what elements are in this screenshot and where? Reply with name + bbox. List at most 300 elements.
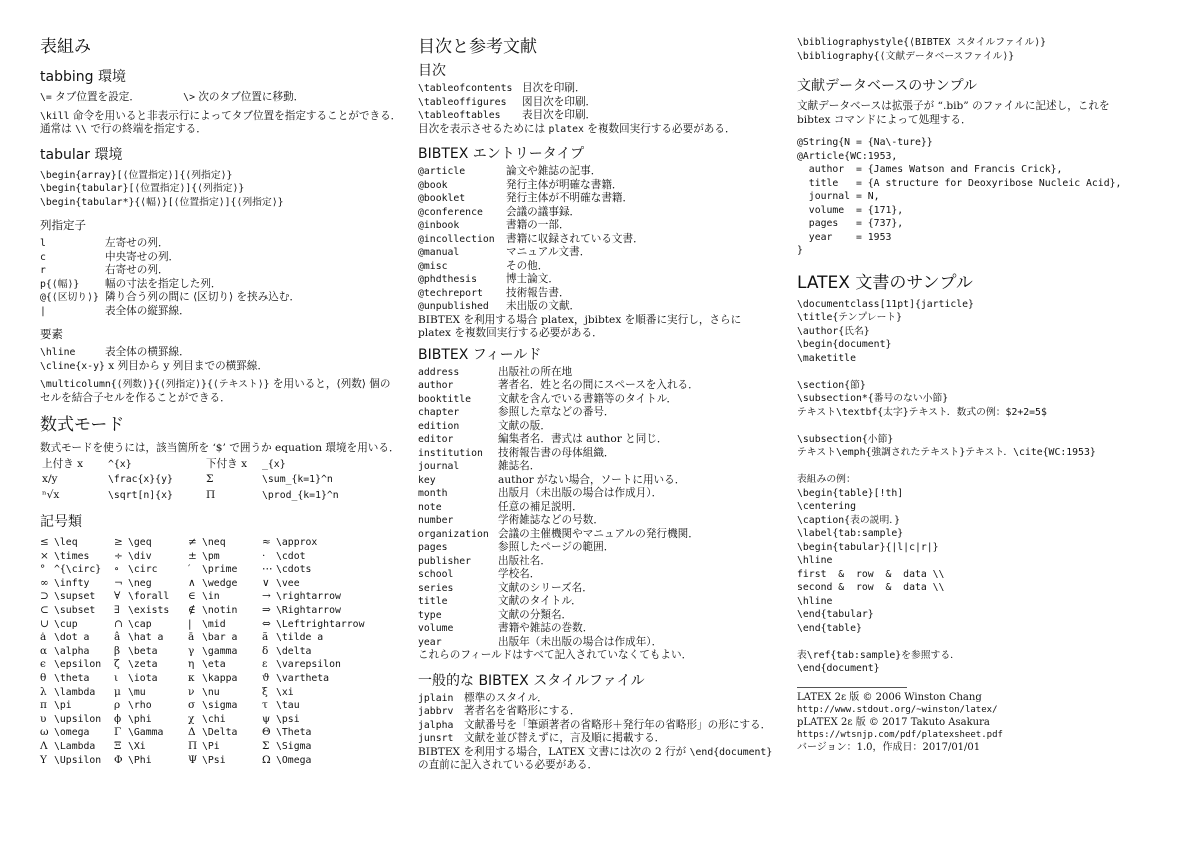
item-description: 技術報告書． bbox=[506, 286, 570, 299]
item-description: author がない場合，ソートに用いる． bbox=[498, 473, 686, 486]
symbol-glyph: β bbox=[114, 644, 121, 657]
table-row bbox=[40, 686, 364, 700]
tabular-heading: tabular 環境 bbox=[40, 146, 123, 163]
symbol-command: \gamma bbox=[202, 645, 238, 657]
symbol-glyph: θ bbox=[40, 671, 47, 684]
symbol-glyph: ã bbox=[262, 631, 269, 644]
item-description: 未出版の文献． bbox=[506, 300, 581, 312]
symbol-glyph: Γ bbox=[114, 726, 122, 739]
item-description: 学校名． bbox=[498, 568, 541, 580]
item-key: note bbox=[418, 501, 442, 513]
symbol-glyph: γ bbox=[188, 644, 195, 657]
symbol-command: \mu bbox=[128, 686, 146, 698]
list-item bbox=[418, 219, 790, 233]
table-row bbox=[40, 604, 364, 618]
symbol-glyph: | bbox=[188, 617, 192, 630]
symbol-command: \Upsilon bbox=[54, 754, 102, 766]
symbol-glyph: ∉ bbox=[188, 603, 196, 616]
symbols-table bbox=[40, 536, 364, 767]
symbol-command: \prime bbox=[202, 564, 238, 576]
footer-url-2[interactable]: https://wtsnjp.com/pdf/platexsheet.pdf bbox=[797, 730, 1003, 740]
section-title-math: 数式モード bbox=[40, 415, 125, 435]
item-key: @manual bbox=[418, 247, 460, 258]
item-key: jplain bbox=[418, 692, 454, 704]
entry-note-1: BIBTEX を利用する場合 platex，jbibtex を順番に実行し，さらに bbox=[418, 313, 742, 326]
item-description: 学術雑誌などの号数． bbox=[498, 514, 604, 526]
item-key: volume bbox=[418, 623, 454, 634]
symbol-glyph: ψ bbox=[262, 712, 271, 725]
fields-heading: BIBTEX フィールド bbox=[418, 346, 542, 363]
list-item bbox=[418, 192, 790, 206]
symbol-command: \delta bbox=[276, 645, 312, 657]
symbol-glyph: ∩ bbox=[114, 617, 123, 630]
symbol-command: \tilde a bbox=[276, 632, 324, 644]
entry-types-heading: BIBTEX エントリータイプ bbox=[418, 146, 585, 162]
symbol-glyph: ∃ bbox=[114, 603, 120, 616]
symbol-glyph: ∞ bbox=[40, 576, 49, 589]
symbol-command: \Xi bbox=[128, 740, 146, 752]
table-row bbox=[40, 577, 364, 591]
tabular-syntax-2: \begin{tabular}[⟨位置指定⟩]{⟨列指定⟩} bbox=[40, 183, 245, 194]
symbol-command: \Omega bbox=[276, 754, 312, 766]
list-item bbox=[418, 393, 790, 407]
item-description: 著者名を省略形にする． bbox=[464, 705, 581, 717]
list-item: @{⟨区切り⟩} 隣り合う列の間に ⟨区切り⟩ を挟み込む． bbox=[40, 291, 301, 303]
symbol-glyph: · bbox=[262, 549, 266, 562]
table-row bbox=[40, 631, 364, 645]
item-description: 文献の版． bbox=[498, 419, 551, 432]
symbol-glyph: ξ bbox=[262, 685, 268, 698]
item-description: 著者名．姓と名の間にスペースを入れる． bbox=[498, 379, 699, 391]
item-key: year bbox=[418, 636, 442, 648]
item-description: 論文や雑誌の記事． bbox=[506, 165, 602, 177]
math-table bbox=[40, 456, 345, 505]
item-description: 文献を含んでいる書籍等のタイトル． bbox=[498, 392, 678, 405]
table-row bbox=[40, 699, 364, 713]
symbol-command: \wedge bbox=[202, 577, 238, 589]
footer-url-1[interactable]: http://www.stdout.org/~winston/latex/ bbox=[797, 705, 998, 715]
item-description: 出版社名． bbox=[498, 554, 551, 567]
list-item: p{⟨幅⟩} 幅の寸法を指定した列． bbox=[40, 277, 222, 290]
item-description: 出版月（未出版の場合は作成月）． bbox=[498, 487, 663, 499]
symbol-command: \approx bbox=[276, 537, 318, 548]
symbol-command: \supset bbox=[54, 591, 96, 603]
symbol-glyph: ν bbox=[188, 685, 195, 698]
item-key: editor bbox=[418, 434, 454, 445]
symbol-glyph: × bbox=[40, 549, 49, 562]
item-description: マニュアル文書． bbox=[506, 246, 591, 258]
section-title-toc-bib: 目次と参考文献 bbox=[418, 37, 537, 57]
style-note-1: BIBTEX を利用する場合，LATEX 文書には次の 2 行が \end{document} bbox=[418, 745, 773, 758]
symbol-glyph: ≈ bbox=[262, 536, 271, 548]
symbol-command: \leq bbox=[54, 537, 78, 548]
list-item bbox=[418, 501, 790, 515]
list-item bbox=[418, 705, 790, 719]
symbol-command: \Rightarrow bbox=[276, 604, 341, 616]
list-item: \tableofcontents 目次を印刷． bbox=[418, 82, 586, 94]
item-description: 文献番号を「筆頭著者の省略形＋発行年の省略形」の形にする． bbox=[464, 718, 772, 731]
list-item bbox=[418, 474, 790, 488]
item-key: @article bbox=[418, 166, 466, 177]
symbol-glyph: λ bbox=[40, 685, 47, 698]
footer-credit-2: pLATEX 2ε 版 © 2017 Takuto Asakura bbox=[797, 716, 990, 728]
item-key: @techreport bbox=[418, 287, 483, 299]
item-key: chapter bbox=[418, 407, 460, 418]
section-title-tables: 表組み bbox=[40, 37, 91, 57]
symbol-glyph: ϕ bbox=[114, 712, 122, 725]
item-description: 博士論文． bbox=[506, 273, 559, 285]
symbol-glyph: σ bbox=[188, 699, 196, 712]
item-description: 書籍の一部． bbox=[506, 219, 570, 231]
symbol-glyph: ⋯ bbox=[262, 563, 273, 576]
column-spec-heading: 列指定子 bbox=[40, 218, 86, 232]
list-item bbox=[418, 622, 790, 636]
symbol-command: \varepsilon bbox=[276, 659, 341, 671]
table-row bbox=[40, 754, 364, 768]
toc-heading: 目次 bbox=[418, 63, 446, 79]
list-item bbox=[418, 420, 790, 434]
symbol-command: \cap bbox=[128, 618, 152, 630]
item-key: organization bbox=[418, 528, 489, 540]
symbol-command: \vartheta bbox=[276, 672, 330, 684]
item-description: 会議の主催機関やマニュアルの発行機関． bbox=[498, 527, 699, 540]
list-item bbox=[418, 366, 790, 380]
list-item bbox=[418, 719, 790, 733]
item-description: 文献のシリーズ名． bbox=[498, 581, 593, 594]
item-key: journal bbox=[418, 461, 460, 472]
list-item: \tableoffigures 図目次を印刷． bbox=[418, 95, 597, 108]
table-row bbox=[40, 713, 364, 727]
tabular-syntax-3: \begin{tabular*}{⟨幅⟩}[⟨位置指定⟩]{⟨列指定⟩} bbox=[40, 196, 284, 208]
table-row bbox=[40, 726, 364, 740]
item-key: school bbox=[418, 569, 454, 580]
list-item bbox=[418, 179, 790, 193]
item-key: address bbox=[418, 366, 460, 378]
item-key: month bbox=[418, 488, 448, 499]
symbol-glyph: ∀ bbox=[114, 590, 121, 603]
symbol-glyph: ¬ bbox=[114, 576, 123, 589]
list-item bbox=[418, 568, 790, 582]
symbol-command: \phi bbox=[128, 713, 152, 725]
style-files-heading: 一般的な BIBTEX スタイルファイル bbox=[418, 672, 645, 689]
symbol-glyph: ā bbox=[188, 631, 195, 644]
symbol-command: \kappa bbox=[202, 672, 238, 684]
item-description: 出版年（未出版の場合は作成年）． bbox=[498, 635, 663, 648]
symbol-command: \div bbox=[128, 550, 152, 562]
bib-code-block: @String{N = {Na\-ture}} @Article{WC:1953, author = {James Watson and Francis Crick}, title = {A structure for Deoxyribose Nucleic Acid}, journal = N, volume = {171}, pages = {737}, year = 1953 } bbox=[797, 137, 1122, 256]
symbol-command: \nu bbox=[202, 686, 220, 698]
list-item bbox=[418, 460, 790, 474]
item-key: author bbox=[418, 380, 454, 391]
symbol-command: \in bbox=[202, 591, 220, 603]
symbol-command: \dot a bbox=[54, 632, 90, 644]
list-item bbox=[418, 609, 790, 623]
list-item bbox=[418, 260, 790, 274]
symbol-command: \upsilon bbox=[54, 713, 102, 725]
symbol-command: \mid bbox=[202, 618, 226, 630]
symbol-glyph: δ bbox=[262, 644, 269, 657]
list-item bbox=[418, 406, 790, 420]
symbol-glyph: υ bbox=[40, 712, 47, 725]
symbol-command: \Leftrightarrow bbox=[276, 618, 365, 630]
symbol-glyph: ρ bbox=[114, 699, 121, 712]
list-item: r 右寄せの列． bbox=[40, 264, 169, 276]
symbol-command: \geq bbox=[128, 537, 152, 548]
symbol-glyph: Ξ bbox=[114, 739, 122, 752]
symbol-command: \subset bbox=[54, 604, 96, 616]
list-item bbox=[418, 206, 790, 220]
symbol-glyph: μ bbox=[114, 685, 121, 698]
column-middle bbox=[418, 36, 790, 773]
symbol-command: \times bbox=[54, 550, 90, 562]
symbol-command: \Psi bbox=[202, 754, 226, 766]
item-key: booktitle bbox=[418, 393, 472, 405]
symbol-glyph: ε bbox=[262, 658, 268, 671]
symbol-command: \Sigma bbox=[276, 740, 312, 752]
symbol-command: \pm bbox=[202, 550, 220, 562]
symbol-command: \Delta bbox=[202, 727, 238, 739]
item-description: 会議の議事録． bbox=[506, 205, 581, 218]
symbol-command: \Pi bbox=[202, 740, 220, 752]
symbol-command: \bar a bbox=[202, 632, 238, 644]
table-row bbox=[40, 740, 364, 754]
symbol-glyph: ω bbox=[40, 726, 49, 739]
symbol-glyph: ∨ bbox=[262, 576, 270, 589]
table-row bbox=[40, 658, 364, 672]
symbol-glyph: â bbox=[114, 631, 121, 644]
symbol-command: \rho bbox=[128, 700, 152, 712]
table-row bbox=[40, 536, 364, 550]
item-key: title bbox=[418, 596, 448, 607]
symbol-command: \exists bbox=[128, 604, 170, 616]
symbol-glyph: ⊃ bbox=[40, 590, 49, 603]
symbol-glyph: ≠ bbox=[188, 536, 197, 548]
item-description: 参照した章などの番号． bbox=[498, 406, 615, 418]
symbol-glyph: ∧ bbox=[188, 576, 196, 589]
list-item bbox=[418, 165, 790, 179]
list-item bbox=[418, 300, 790, 314]
symbol-glyph: Λ bbox=[40, 739, 48, 752]
symbol-glyph: ∈ bbox=[188, 590, 196, 603]
db-desc-2: bibtex コマンドによって処理する． bbox=[797, 113, 972, 126]
symbol-glyph: η bbox=[188, 658, 195, 671]
symbol-command: \beta bbox=[128, 645, 158, 657]
symbol-glyph: Ψ bbox=[188, 753, 198, 766]
item-description: 文献を並び替えずに，言及順に掲載する． bbox=[464, 732, 666, 744]
symbol-glyph: τ bbox=[262, 699, 268, 712]
symbol-glyph: ⊂ bbox=[40, 603, 49, 616]
symbol-command: \circ bbox=[128, 564, 158, 576]
symbol-command: \xi bbox=[276, 686, 294, 698]
table-row bbox=[40, 672, 364, 686]
symbols-heading: 記号類 bbox=[40, 514, 82, 530]
symbol-command: \rightarrow bbox=[276, 591, 341, 603]
multicolumn-line-2: セルを結合子セルを作ることができる． bbox=[40, 391, 231, 404]
symbol-command: \notin bbox=[202, 604, 238, 616]
footer-version: バージョン：1.0，作成日：2017/01/01 bbox=[797, 741, 981, 753]
list-item bbox=[418, 514, 790, 528]
item-description: 発行主体が明確な書籍． bbox=[506, 178, 623, 191]
list-item bbox=[418, 487, 790, 501]
symbol-command: \tau bbox=[276, 700, 300, 712]
item-key: @misc bbox=[418, 260, 448, 272]
elements-heading: 要素 bbox=[40, 327, 63, 341]
item-description: 標準のスタイル． bbox=[464, 691, 548, 704]
item-key: @phdthesis bbox=[418, 274, 477, 285]
symbol-glyph: ′ bbox=[188, 563, 191, 576]
symbol-glyph: ∪ bbox=[40, 617, 49, 630]
table-row bbox=[40, 645, 364, 659]
symbol-command: \Theta bbox=[276, 727, 312, 739]
list-item bbox=[418, 528, 790, 542]
item-description: 技術報告書の母体組織． bbox=[498, 446, 615, 459]
symbol-command: \eta bbox=[202, 659, 226, 671]
footer-divider bbox=[797, 687, 907, 688]
list-item bbox=[418, 636, 790, 650]
symbol-command: \infty bbox=[54, 577, 90, 589]
symbol-command: \cdots bbox=[276, 564, 312, 576]
style-file-list bbox=[418, 692, 790, 746]
item-key: key bbox=[418, 474, 436, 486]
item-key: @book bbox=[418, 179, 448, 191]
bibliographystyle-line: \bibliographystyle{⟨BIBTEX スタイルファイル⟩} bbox=[797, 37, 1047, 48]
symbol-command: \hat a bbox=[128, 632, 164, 644]
cline-line: \cline{x-y} x 列目から y 列目までの横罫線． bbox=[40, 359, 269, 372]
item-key: @unpublished bbox=[418, 301, 489, 312]
item-description: 出版社の所在地 bbox=[498, 365, 573, 378]
symbol-glyph: Θ bbox=[262, 726, 271, 739]
list-item bbox=[418, 246, 790, 260]
entry-note-2: platex を複数回実行する必要がある． bbox=[418, 327, 603, 339]
symbol-glyph: ⇒ bbox=[262, 603, 271, 616]
item-key: pages bbox=[418, 542, 448, 553]
list-item bbox=[418, 379, 790, 393]
symbol-command: \omega bbox=[54, 727, 90, 739]
symbol-glyph: κ bbox=[188, 671, 195, 684]
column-right bbox=[797, 36, 1172, 754]
field-list bbox=[418, 366, 790, 650]
symbol-glyph: Ω bbox=[262, 753, 271, 766]
symbol-command: \Gamma bbox=[128, 727, 164, 739]
tabbing-line-3: 通常は \\ で行の終端を指定する． bbox=[40, 123, 207, 135]
symbol-glyph: Σ bbox=[262, 739, 270, 752]
symbol-command: \zeta bbox=[128, 659, 158, 671]
symbol-glyph: ζ bbox=[114, 658, 120, 671]
symbol-command: \alpha bbox=[54, 645, 90, 657]
table-row: x/y \frac{x}{y} Σ \sum_{k=1}^n bbox=[42, 473, 333, 485]
symbol-glyph: Υ bbox=[40, 753, 47, 766]
symbol-command: \psi bbox=[276, 713, 300, 725]
list-item bbox=[418, 595, 790, 609]
symbol-glyph: ϵ bbox=[40, 658, 46, 671]
list-item bbox=[418, 541, 790, 555]
symbol-command: \cdot bbox=[276, 550, 306, 562]
table-row: ⁿ√x \sqrt[n]{x} Π \prod_{k=1}^n bbox=[42, 488, 339, 501]
table-row bbox=[40, 550, 364, 564]
symbol-glyph: χ bbox=[188, 712, 195, 725]
symbol-command: \Lambda bbox=[54, 740, 96, 752]
item-key: number bbox=[418, 515, 454, 526]
item-description: 書籍や雑誌の巻数． bbox=[498, 622, 594, 634]
table-row bbox=[40, 618, 364, 632]
item-description: その他． bbox=[506, 259, 549, 272]
db-desc-1: 文献データベースは拡張子が “.bib” のファイルに記述し，これを bbox=[797, 100, 1110, 112]
item-description: 発行主体が不明確な書籍． bbox=[506, 192, 634, 204]
item-description: 雑誌名． bbox=[498, 460, 541, 472]
toc-note: 目次を表示させるためには platex を複数回実行する必要がある． bbox=[418, 122, 736, 135]
symbol-command: \chi bbox=[202, 713, 226, 725]
symbol-command: \sigma bbox=[202, 700, 238, 712]
entry-type-list bbox=[418, 165, 790, 314]
item-key: @booklet bbox=[418, 193, 466, 204]
symbol-command: \iota bbox=[128, 672, 158, 684]
symbol-glyph: ≤ bbox=[40, 536, 49, 548]
bibliography-line: \bibliography{⟨文献データベースファイル⟩} bbox=[797, 50, 1015, 62]
symbol-glyph: ÷ bbox=[114, 549, 123, 562]
tabbing-heading: tabbing 環境 bbox=[40, 69, 126, 85]
latex-sample-heading: LATEX 文書のサンプル bbox=[797, 272, 973, 293]
symbol-glyph: ȧ bbox=[40, 631, 47, 644]
footer bbox=[797, 692, 1172, 755]
item-key: jabbrv bbox=[418, 706, 454, 717]
item-description: 文献の分類名． bbox=[498, 608, 573, 621]
symbol-glyph: ∘ bbox=[114, 563, 120, 576]
list-item bbox=[418, 273, 790, 287]
symbol-glyph: ± bbox=[188, 549, 197, 562]
symbol-command: \epsilon bbox=[54, 659, 102, 671]
symbol-glyph: Φ bbox=[114, 753, 123, 766]
column-left bbox=[40, 36, 415, 767]
item-key: @conference bbox=[418, 206, 483, 218]
list-item bbox=[418, 692, 790, 706]
list-item bbox=[418, 732, 790, 746]
item-key: institution bbox=[418, 447, 483, 459]
list-item bbox=[418, 582, 790, 596]
symbol-command: \lambda bbox=[54, 686, 96, 698]
math-intro: 数式モードを使うには，該当箇所を ‘$’ で囲うか equation 環境を用いる． bbox=[40, 442, 400, 454]
list-item: \tableoftables 表目次を印刷． bbox=[418, 109, 597, 121]
item-key: series bbox=[418, 582, 454, 594]
list-item: c 中央寄せの列． bbox=[40, 250, 180, 263]
symbol-command: \pi bbox=[54, 700, 72, 712]
symbol-glyph: α bbox=[40, 644, 48, 657]
item-key: edition bbox=[418, 420, 460, 432]
item-description: 書籍に収録されている文書． bbox=[506, 232, 644, 245]
symbol-glyph: ϑ bbox=[262, 671, 270, 684]
symbol-glyph: π bbox=[40, 699, 47, 712]
symbol-glyph: ≥ bbox=[114, 536, 123, 548]
multicolumn-line: \multicolumn{⟨列数⟩}{⟨列指定⟩}{⟨テキスト⟩} を用いると，⟨列数⟩ 個の bbox=[40, 378, 391, 390]
symbol-command: \Phi bbox=[128, 754, 152, 766]
tabular-syntax-1: \begin{array}[⟨位置指定⟩]{⟨列指定⟩} bbox=[40, 169, 233, 181]
symbol-glyph: ⇔ bbox=[262, 617, 271, 630]
table-row: 上付き x ^{x} 下付き x _{x} bbox=[42, 457, 286, 470]
table-row bbox=[40, 590, 364, 604]
item-key: @incollection bbox=[418, 233, 495, 245]
list-item bbox=[418, 555, 790, 569]
fields-note: これらのフィールドはすべて記入されていなくてもよい． bbox=[418, 649, 693, 661]
tabbing-line-2: \kill 命令を用いると非表示行によってタブ位置を指定することができる． bbox=[40, 109, 402, 122]
hline-line: \hline 表全体の横罫線． bbox=[40, 346, 190, 358]
symbol-command: \neg bbox=[128, 577, 152, 589]
symbol-glyph: Δ bbox=[188, 726, 196, 739]
item-key: type bbox=[418, 609, 442, 621]
item-description: 任意の補足説明． bbox=[498, 500, 583, 513]
tabbing-line-1: \= タブ位置を設定． \> 次のタブ位置に移動． bbox=[40, 91, 305, 103]
table-row bbox=[40, 563, 364, 577]
symbol-command: \theta bbox=[54, 672, 90, 684]
style-note-2: の直前に記入されている必要がある． bbox=[418, 759, 599, 771]
